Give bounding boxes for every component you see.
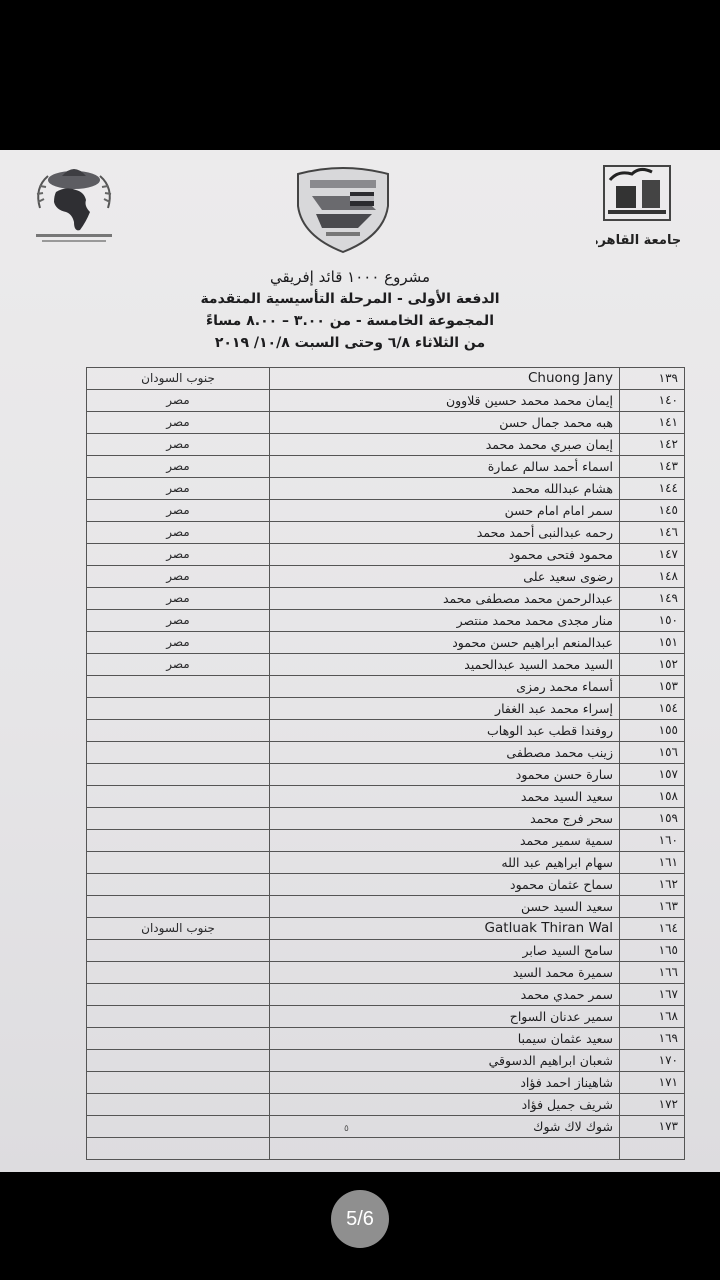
- table-row: [87, 500, 684, 522]
- table-row: [87, 368, 684, 390]
- table-row: [87, 830, 684, 852]
- participant-country: [87, 808, 270, 829]
- row-number: [621, 1138, 684, 1159]
- table-row: [87, 1006, 684, 1028]
- participant-country: [87, 1072, 270, 1093]
- table-row: [87, 962, 684, 984]
- table-row: [87, 940, 684, 962]
- row-number: ١٥٠: [658, 613, 678, 627]
- participant-country: [87, 1094, 270, 1115]
- participant-country: [87, 698, 270, 719]
- page-indicator[interactable]: 5/6: [331, 1190, 389, 1248]
- participant-name: سمير عدنان السواح: [270, 1006, 620, 1027]
- participant-name: Chuong Jany: [270, 368, 620, 389]
- table-row: [87, 918, 684, 940]
- table-row: [87, 588, 684, 610]
- participant-country: [87, 1050, 270, 1071]
- table-row: [87, 874, 684, 896]
- row-number: ١٥٢: [658, 657, 678, 671]
- group-title: المجموعة الخامسة - من ٣.٠٠ – ٨.٠٠ مساءً: [206, 313, 494, 329]
- row-number: ١٤٠: [658, 393, 678, 407]
- participant-name: سعيد عثمان سيمبا: [270, 1028, 620, 1049]
- participant-name: سعيد السيد حسن: [270, 896, 620, 917]
- participant-name: رحمه عبدالنبى أحمد محمد: [270, 522, 620, 543]
- batch-title: الدفعة الأولى - المرحلة التأسيسية المتقدمة: [200, 291, 500, 307]
- participant-country: مصر: [87, 522, 270, 543]
- row-number: ١٧٢: [658, 1097, 678, 1111]
- row-number: ١٦٩: [658, 1031, 678, 1045]
- row-number: ١٦١: [658, 855, 678, 869]
- participant-country: مصر: [87, 434, 270, 455]
- table-row: [87, 1116, 684, 1138]
- participant-name: روفندا قطب عبد الوهاب: [270, 720, 620, 741]
- participant-name: أسماء محمد رمزى: [270, 676, 620, 697]
- cairo-university-logo-icon: [596, 158, 680, 250]
- table-row: [87, 632, 684, 654]
- participant-country: جنوب السودان: [87, 368, 270, 389]
- table-row: [87, 522, 684, 544]
- participant-name: شاهيناز احمد فؤاد: [270, 1072, 620, 1093]
- row-number: ١٥١: [658, 635, 678, 649]
- participant-country: [87, 984, 270, 1005]
- row-number: ١٥٨: [658, 789, 678, 803]
- table-row: [87, 852, 684, 874]
- page-mark: ٥: [344, 1124, 349, 1134]
- participant-name: زينب محمد مصطفى: [270, 742, 620, 763]
- participant-country: مصر: [87, 478, 270, 499]
- svg-text:جامعة القاهرة: جامعة القاهرة: [596, 233, 680, 248]
- row-number: ١٤٣: [658, 459, 678, 473]
- participant-name: شعبان ابراهيم الدسوقي: [270, 1050, 620, 1071]
- row-number: ١٣٩: [658, 371, 678, 385]
- table-row: [87, 456, 684, 478]
- table-row: [87, 1072, 684, 1094]
- participant-name: سعيد السيد محمد: [270, 786, 620, 807]
- table-row: [87, 720, 684, 742]
- participant-name: هشام عبدالله محمد: [270, 478, 620, 499]
- participant-country: [87, 676, 270, 697]
- row-number: ١٦٠: [658, 833, 678, 847]
- participant-country: مصر: [87, 412, 270, 433]
- table-row: [87, 808, 684, 830]
- participant-name: إيمان محمد محمد حسين قلاوون: [270, 390, 620, 411]
- participant-name: رضوى سعيد على: [270, 566, 620, 587]
- participant-country: مصر: [87, 544, 270, 565]
- row-number: ١٥٤: [658, 701, 678, 715]
- participant-country: [87, 1116, 270, 1137]
- table-row: [87, 566, 684, 588]
- participant-country: [87, 1138, 270, 1159]
- participant-name: سهام ابراهيم عبد الله: [270, 852, 620, 873]
- row-number: ١٤٤: [658, 481, 678, 495]
- participant-country: [87, 896, 270, 917]
- row-number: ١٥٧: [658, 767, 678, 781]
- participant-name: هبه محمد جمال حسن: [270, 412, 620, 433]
- participant-name: سميرة محمد السيد: [270, 962, 620, 983]
- row-number: ١٤٥: [658, 503, 678, 517]
- participant-country: [87, 962, 270, 983]
- row-number: ١٤٦: [658, 525, 678, 539]
- table-row: [87, 390, 684, 412]
- participant-name: إيمان صبري محمد محمد: [270, 434, 620, 455]
- participant-name: عبدالمنعم ابراهيم حسن محمود: [270, 632, 620, 653]
- participant-name: شوك لاك شوك: [270, 1116, 620, 1137]
- participant-country: [87, 786, 270, 807]
- participant-name: عبدالرحمن محمد مصطفى محمد: [270, 588, 620, 609]
- participant-country: جنوب السودان: [87, 918, 270, 939]
- participant-name: سمية سمير محمد: [270, 830, 620, 851]
- table-row: [87, 1050, 684, 1072]
- participant-name: إسراء محمد عبد الغفار: [270, 698, 620, 719]
- row-number: ١٦٦: [658, 965, 678, 979]
- participant-name: سارة حسن محمود: [270, 764, 620, 785]
- table-row: [87, 984, 684, 1006]
- participant-country: مصر: [87, 500, 270, 521]
- table-row: [87, 676, 684, 698]
- table-row: [87, 764, 684, 786]
- row-number: ١٤٢: [658, 437, 678, 451]
- participant-country: [87, 940, 270, 961]
- table-row: [87, 742, 684, 764]
- participant-name: منار مجدى محمد محمد منتصر: [270, 610, 620, 631]
- participant-country: [87, 742, 270, 763]
- row-number: ١٦٨: [658, 1009, 678, 1023]
- row-number: ١٥٦: [658, 745, 678, 759]
- row-number: ١٤٧: [658, 547, 678, 561]
- row-number: ١٦٧: [658, 987, 678, 1001]
- participant-country: [87, 720, 270, 741]
- row-number: ١٥٩: [658, 811, 678, 825]
- document-page: [0, 150, 720, 1172]
- project-title: مشروع ١٠٠٠ قائد إفريقي: [269, 268, 431, 286]
- participant-name: سماح عثمان محمود: [270, 874, 620, 895]
- row-number: ١٧٣: [658, 1119, 678, 1133]
- table-row: [87, 412, 684, 434]
- table-row: [87, 1094, 684, 1116]
- table-row: [87, 1028, 684, 1050]
- table-row: [87, 786, 684, 808]
- participant-country: مصر: [87, 654, 270, 675]
- participant-country: [87, 830, 270, 851]
- participant-country: [87, 852, 270, 873]
- participant-name: السيد محمد السيد عبدالحميد: [270, 654, 620, 675]
- row-number: ١٧٠: [658, 1053, 678, 1067]
- participant-country: [87, 874, 270, 895]
- participant-name: سامح السيد صابر: [270, 940, 620, 961]
- participant-name: اسماء أحمد سالم عمارة: [270, 456, 620, 477]
- participant-name: Gatluak Thiran Wal: [270, 918, 620, 939]
- row-number: ١٤٩: [658, 591, 678, 605]
- participant-country: [87, 1028, 270, 1049]
- participant-country: مصر: [87, 456, 270, 477]
- participant-country: مصر: [87, 566, 270, 587]
- row-number: ١٥٥: [658, 723, 678, 737]
- table-row: [87, 698, 684, 720]
- row-number: ١٦٢: [658, 877, 678, 891]
- participant-country: مصر: [87, 390, 270, 411]
- table-row: [87, 896, 684, 918]
- participant-country: [87, 1006, 270, 1027]
- table-row: [87, 610, 684, 632]
- table-row: [87, 478, 684, 500]
- row-number: ١٦٣: [658, 899, 678, 913]
- row-number: ١٤١: [658, 415, 678, 429]
- participants-table: [86, 367, 685, 1160]
- row-number: ١٤٨: [658, 569, 678, 583]
- row-number: ١٥٣: [658, 679, 678, 693]
- participant-country: [87, 764, 270, 785]
- row-number: ١٦٥: [658, 943, 678, 957]
- participant-country: مصر: [87, 632, 270, 653]
- participant-name: [270, 1138, 620, 1159]
- participant-name: محمود فتحى محمود: [270, 544, 620, 565]
- table-row: [87, 1138, 684, 1160]
- participant-name: سمر حمدي محمد: [270, 984, 620, 1005]
- table-row: [87, 654, 684, 676]
- table-row: [87, 434, 684, 456]
- participant-country: مصر: [87, 588, 270, 609]
- participant-name: سمر امام امام حسن: [270, 500, 620, 521]
- row-number: ١٦٤: [658, 921, 678, 935]
- participant-name: شريف جميل فؤاد: [270, 1094, 620, 1115]
- document-header: [150, 266, 550, 354]
- africa-leadership-logo-icon: [26, 158, 122, 248]
- row-number: ١٧١: [658, 1075, 678, 1089]
- participant-name: سحر فرج محمد: [270, 808, 620, 829]
- participant-country: مصر: [87, 610, 270, 631]
- date-range: من الثلاثاء ٦/٨ وحتى السبت ١٠/٨/ ٢٠١٩: [214, 335, 486, 351]
- youth-ministry-shield-icon: [292, 166, 394, 254]
- table-row: [87, 544, 684, 566]
